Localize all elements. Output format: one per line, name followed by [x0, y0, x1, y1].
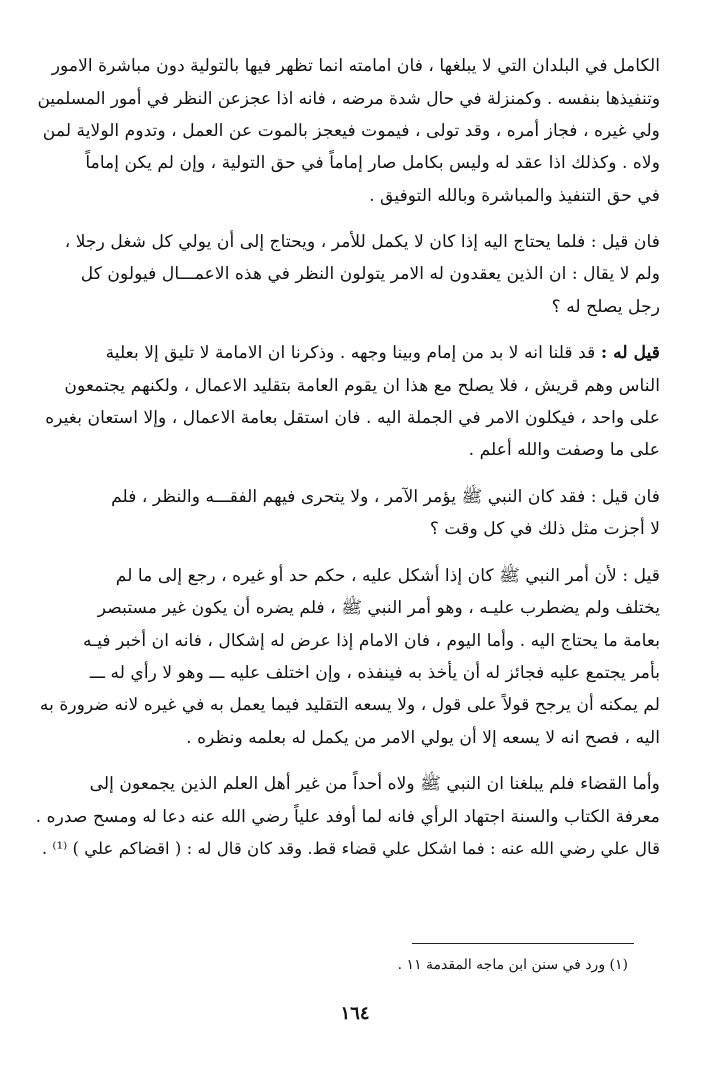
text-line: رجل يصلح له ؟ — [551, 296, 660, 317]
text-line: وأما القضاء فلم يبلغنا ان النبي ﷺ ولاه أحداً من غير أهل العلم الذين يجمعون إلى — [89, 774, 660, 795]
text-line: على ما وصفت والله أعلم . — [468, 440, 660, 461]
text-line: يختلف ولم يضطرب عليـه ، وهو أمر النبي ﷺ ، فلم يضره أن يكون غير مستبصر — [97, 598, 660, 619]
text-line: الناس وهم قريش ، فلا يصلح مع هذا ان يقوم العامة بتقليد الاعمال ، ولكنهم يجتمعون — [64, 375, 660, 396]
text-line: فان قيل : فقد كان النبي ﷺ يؤمر الآمر ، ولا يتحرى فيهم الفقـــه والنظر ، فلم — [111, 486, 660, 507]
paragraph-3 — [36, 337, 660, 467]
paragraph-2 — [36, 226, 660, 323]
text-line: ولاه . وكذلك اذا عقد له وليس بكامل صار إماماً في حق التولية ، وإن لم يكن إماماً — [85, 153, 660, 174]
text-line: على واحد ، فيكلون الامر في الجملة اليه . فان استقل بعامة الاعمال ، وإلا استعان بغيره — [45, 408, 660, 429]
text-line: في حق التنفيذ والمباشرة وبالله التوفيق . — [369, 185, 660, 206]
footnote-divider — [412, 943, 634, 944]
text-line: قال علي رضي الله عنه : فما اشكل علي قضاء قط. وقد كان قال له : ( اقضاكم علي ) ⁽¹⁾ . — [41, 838, 660, 858]
paragraph-lead: قيل له : — [600, 343, 660, 364]
footnote: (١) ورد في سنن ابن ماجه المقدمة ١١ . — [397, 957, 628, 973]
text-line: لم يمكنه أن يرجح قولاً على قول ، ولا يسعه التقليد فيما يعمل به في غيره لانه ضرورة به — [39, 695, 660, 716]
text-line: فان قيل : فلما يحتاج اليه إذا كان لا يكمل للأمر ، ويحتاج إلى أن يولي كل شغل رجلا ، — [64, 232, 660, 253]
text-line: قيل : لأن أمر النبي ﷺ كان إذا أشكل عليه ، حكم حد أو غيره ، رجع إلى ما لم — [115, 565, 660, 586]
text-line: ولم لا يقال : ان الذين يعقدون له الامر يتولون النظر في هذه الاعمـــال فيولون كل — [80, 264, 660, 285]
paragraph-4 — [36, 481, 660, 546]
text-line: وتنفيذها بنفسه . وكمنزلة في حال شدة مرضه ، فانه اذا عجزعن النظر في أمور المسلمين — [37, 88, 660, 109]
paragraph-5 — [36, 560, 660, 754]
paragraph-6 — [36, 768, 660, 865]
text-line — [36, 337, 660, 369]
text-line: ولي غيره ، فجاز أمره ، وقد تولى ، فيموت فيعجز بالموت عن العمل ، وتدوم الولاية لمن — [42, 120, 660, 141]
text-line: بعامة ما يحتاج اليه . وأما اليوم ، فان الامام إذا عرض له إشكال ، فانه ان أخبر فيـه — [83, 630, 660, 651]
text-line: بأمر يجتمع عليه فجائز له أن يأخذ به فينفذه ، وإن اختلف عليه ـــ وهو لا رأي له ـــ — [89, 662, 660, 683]
text-line: الكامل في البلدان التي لا يبلغها ، فان امامته انما تظهر فيها بالتولية دون مباشرة الامور — [51, 56, 660, 76]
text-line: لا أجزت مثل ذلك في كل وقت ؟ — [429, 519, 660, 540]
text-line-rest: قد قلنا انه لا بد من إمام وبينا وجهه . وذكرنا ان الامامة لا تليق إلا بعلية — [105, 343, 601, 364]
page-number: ١٦٤ — [340, 1003, 370, 1024]
paragraph-1 — [36, 50, 660, 212]
text-line: معرفة الكتاب والسنة اجتهاد الرأي فانه لما أوفد علياً رضي الله عنه دعا له ومسح صدره . — [36, 806, 660, 827]
page-body — [36, 50, 660, 865]
text-line: اليه ، فصح انه لا يسعه إلا أن يولي الامر من يكمل له بعلمه ونظره . — [186, 727, 660, 748]
